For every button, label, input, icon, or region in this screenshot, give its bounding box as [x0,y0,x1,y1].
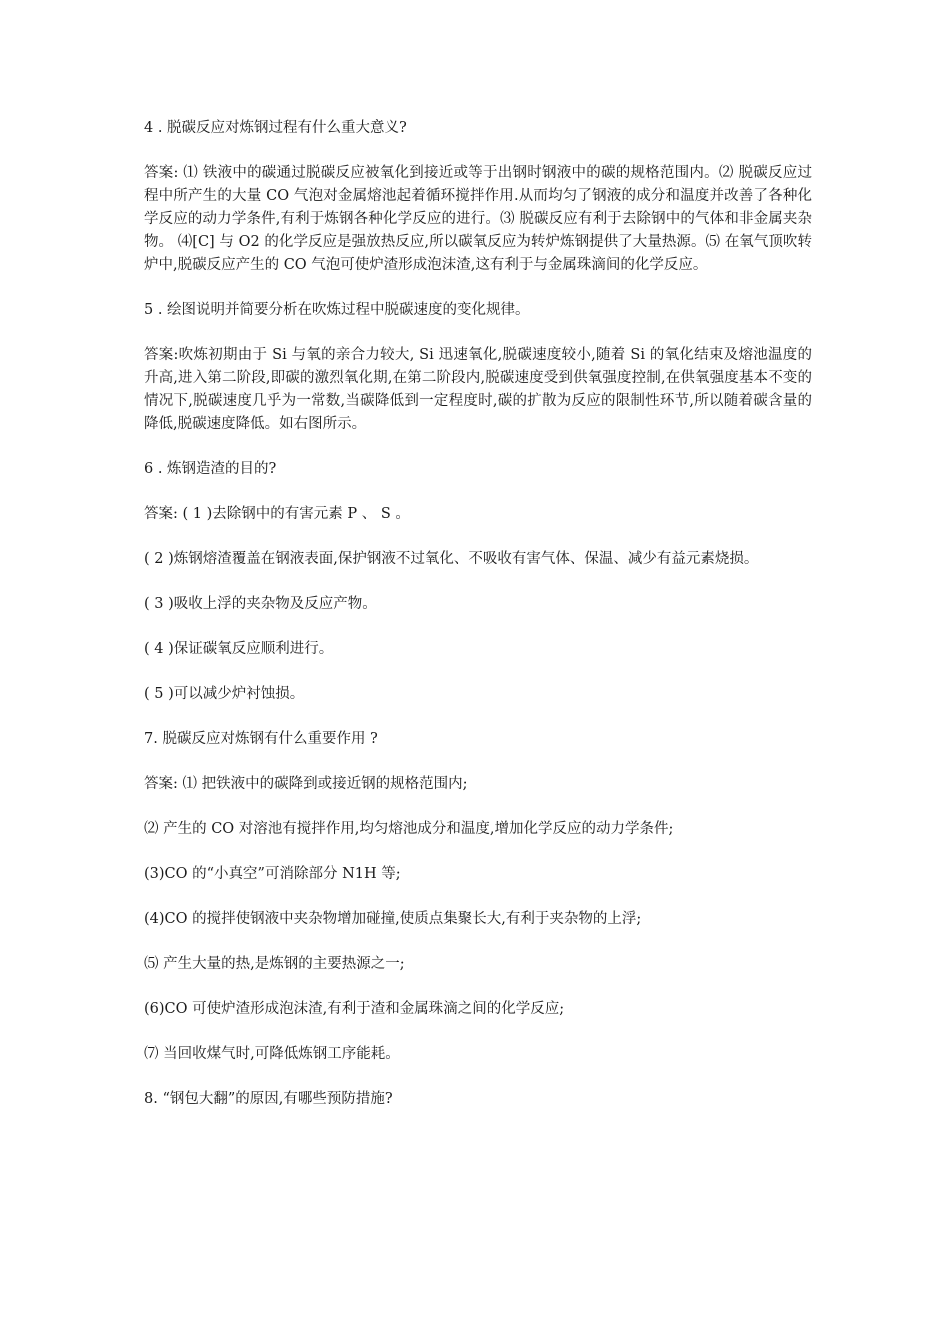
answer-5-text: 答案:吹炼初期由于 Si 与氧的亲合力较大, Si 迅速氧化,脱碳速度较小,随着 Si 的氧化结束及熔池温度的升高,进入第二阶段,即碳的激烈氧化期,在第二阶段内,脱碳速度受到供氧强度控制,在供氧强度基本不变的情况下,脱碳速度几乎为一常数,当碳降低到一定程度时,碳的扩散为反应的限制性环节,所以随着碳含量的降低,脱碳速度降低。如右图所示。 [144,347,812,432]
question-8-heading: 8. “钢包大翻”的原因,有哪些预防措施? [144,1091,393,1107]
answer-7-item-1: 答案: ⑴ 把铁液中的碳降到或接近钢的规格范围内; [144,776,468,792]
answer-7-item-2: ⑵ 产生的 CO 对溶池有搅拌作用,均匀熔池成分和温度,增加化学反应的动力学条件; [144,821,674,837]
answer-6-item-4: ( 4 )保证碳氧反应顺利进行。 [144,641,334,657]
question-6-heading: 6 . 炼钢造渣的目的? [144,461,277,477]
answer-6-item-1: 答案: ( 1 )去除钢中的有害元素 P 、 S 。 [144,506,410,522]
answer-4-text: 答案: ⑴ 铁液中的碳通过脱碳反应被氧化到接近或等于出钢时钢液中的碳的规格范围内。⑵ 脱碳反应过程中所产生的大量 CO 气泡对金属熔池起着循环搅拌作用.从而均匀了钢液的成分和温度并改善了各种化学反应的动力学条件,有利于炼钢各种化学反应的进行。⑶ 脱碳反应有利于去除钢中的气体和非金属夹杂物。 ⑷[C] 与 O2 的化学反应是强放热反应,所以碳氧反应为转炉炼钢提供了大量热源。⑸ 在氧气顶吹转炉中,脱碳反应产生的 CO 气泡可使炉渣形成泡沫渣,这有利于与金属珠滴间的化学反应。 [144,165,812,273]
answer-7-item-7: ⑺ 当回收煤气时,可降低炼钢工序能耗。 [144,1046,400,1062]
answer-7-item-6: (6)CO 可使炉渣形成泡沫渣,有利于渣和金属珠滴之间的化学反应; [144,1001,565,1017]
question-4-heading: 4 . 脱碳反应对炼钢过程有什么重大意义? [144,120,407,136]
answer-7-item-5: ⑸ 产生大量的热,是炼钢的主要热源之一; [144,956,405,972]
answer-6-item-5: ( 5 )可以减少炉衬蚀损。 [144,686,305,702]
answer-6-item-3: ( 3 )吸收上浮的夹杂物及反应产物。 [144,596,377,612]
answer-7-item-3: (3)CO 的“小真空”可消除部分 N1H 等; [144,866,401,882]
question-7-heading: 7. 脱碳反应对炼钢有什么重要作用 ? [144,731,378,747]
answer-7-item-4: (4)CO 的搅拌使钢液中夹杂物增加碰撞,使质点集聚长大,有利于夹杂物的上浮; [144,911,642,927]
answer-6-item-2: ( 2 )炼钢熔渣覆盖在钢液表面,保护钢液不过氧化、不吸收有害气体、保温、减少有益元素烧损。 [144,551,759,567]
question-5-heading: 5 . 绘图说明并简要分析在吹炼过程中脱碳速度的变化规律。 [144,302,530,318]
document-body [144,117,812,1133]
